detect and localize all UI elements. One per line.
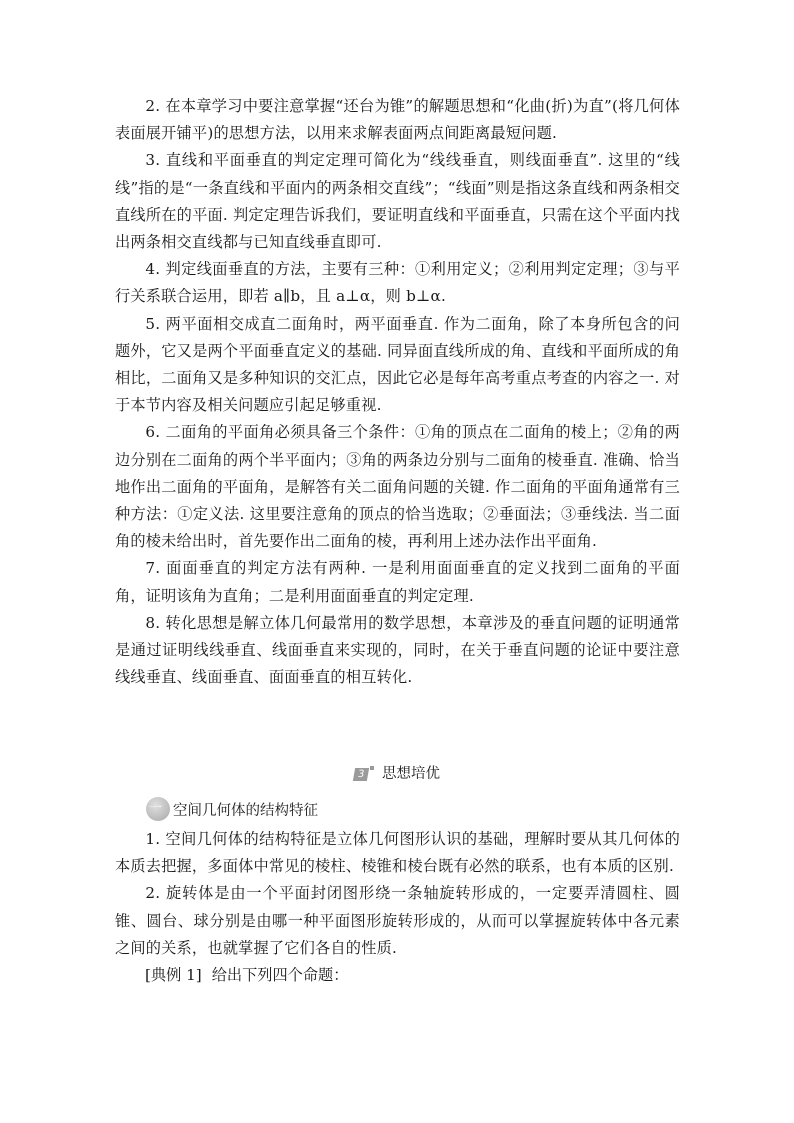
example-tag: [典例 1] xyxy=(145,966,202,985)
structure-paragraph-2: 2. 旋转体是由一个平面封闭图形绕一条轴旋转形成的，一定要弄清圆柱、圆锥、圆台、球分别是由哪一种平面图形旋转形成的，从而可以掌握旋转体中各元素之间的关系，也就掌握了它们各自的性质. xyxy=(115,884,680,957)
main-text xyxy=(115,93,680,691)
paragraph-2: 2. 在本章学习中要注意掌握“还台为锥”的解题思想和“化曲(折)为直”(将几何体表面展开铺平)的思想方法，以用来求解表面两点间距离最短问题. xyxy=(115,97,680,143)
paragraph-8: 8. 转化思想是解立体几何最常用的数学思想，本章涉及的垂直问题的证明通常是通过证明线线垂直、线面垂直来实现的，同时，在关于垂直问题的论证中要注意线线垂直、线面垂直、面面垂直的相互转化. xyxy=(115,613,680,687)
section-text xyxy=(115,826,680,989)
subsection-heading xyxy=(146,796,318,822)
section-number-badge: 3 xyxy=(353,768,369,781)
paragraph-7: 7. 面面垂直的判定方法有两种. 一是利用面面垂直的定义找到二面角的平面角，证明该角为直角；二是利用面面垂直的判定定理. xyxy=(115,559,680,605)
subsection-number: 一 xyxy=(149,801,163,816)
paragraph-4: 4. 判定线面垂直的方法，主要有三种：①利用定义；②利用判定定理；③与平行关系联合运用，即若 a∥b，且 a⊥α，则 b⊥α. xyxy=(115,260,680,306)
subsection-title: 空间几何体的结构特征 xyxy=(173,802,318,819)
paragraph-5: 5. 两平面相交成直二面角时，两平面垂直. 作为二面角，除了本身所包含的问题外，它又是两个平面垂直定义的基础. 同异面直线所成的角、直线和平面所成的角相比，二面角又是多种知识的交汇点，因此它必是每年高考重点考查的内容之一. 对于本节内容及相关问题应引起足够重视. xyxy=(115,314,680,415)
section-title: 思想培优 xyxy=(382,766,440,782)
example-text: 给出下列四个命题： xyxy=(211,966,349,985)
section-dot-icon xyxy=(370,766,374,770)
subsection-number-circle xyxy=(146,797,170,821)
paragraph-6: 6. 二面角的平面角必须具备三个条件：①角的顶点在二面角的棱上；②角的两边分别在二面角的两个半平面内；③角的两条边分别与二面角的棱垂直. 准确、恰当地作出二面角的平面角，是解答有关二面角问题的关键. 作二面角的平面角通常有三种方法：①定义法. 这里要注意角的顶点的恰当选取；②垂面法；③垂线法. 当二面角的棱未给出时，首先要作出二面角的棱，再利用上述办法作出平面角. xyxy=(115,423,680,551)
example-line xyxy=(115,962,680,989)
paragraph-3: 3. 直线和平面垂直的判定定理可简化为“线线垂直，则线面垂直”. 这里的“线线”指的是“一条直线和平面内的两条相交直线”；“线面”则是指这条直线和两条相交直线所在的平面. 判定定理告诉我们，要证明直线和平面垂直，只需在这个平面内找出两条相交直线都与已知直线垂直即可. xyxy=(115,151,680,252)
structure-paragraph-1: 1. 空间几何体的结构特征是立体几何图形认识的基础，理解时要从其几何体的本质去把握，多面体中常见的棱柱、棱锥和棱台既有必然的联系，也有本质的区别. xyxy=(115,830,680,876)
section-heading xyxy=(0,762,794,785)
